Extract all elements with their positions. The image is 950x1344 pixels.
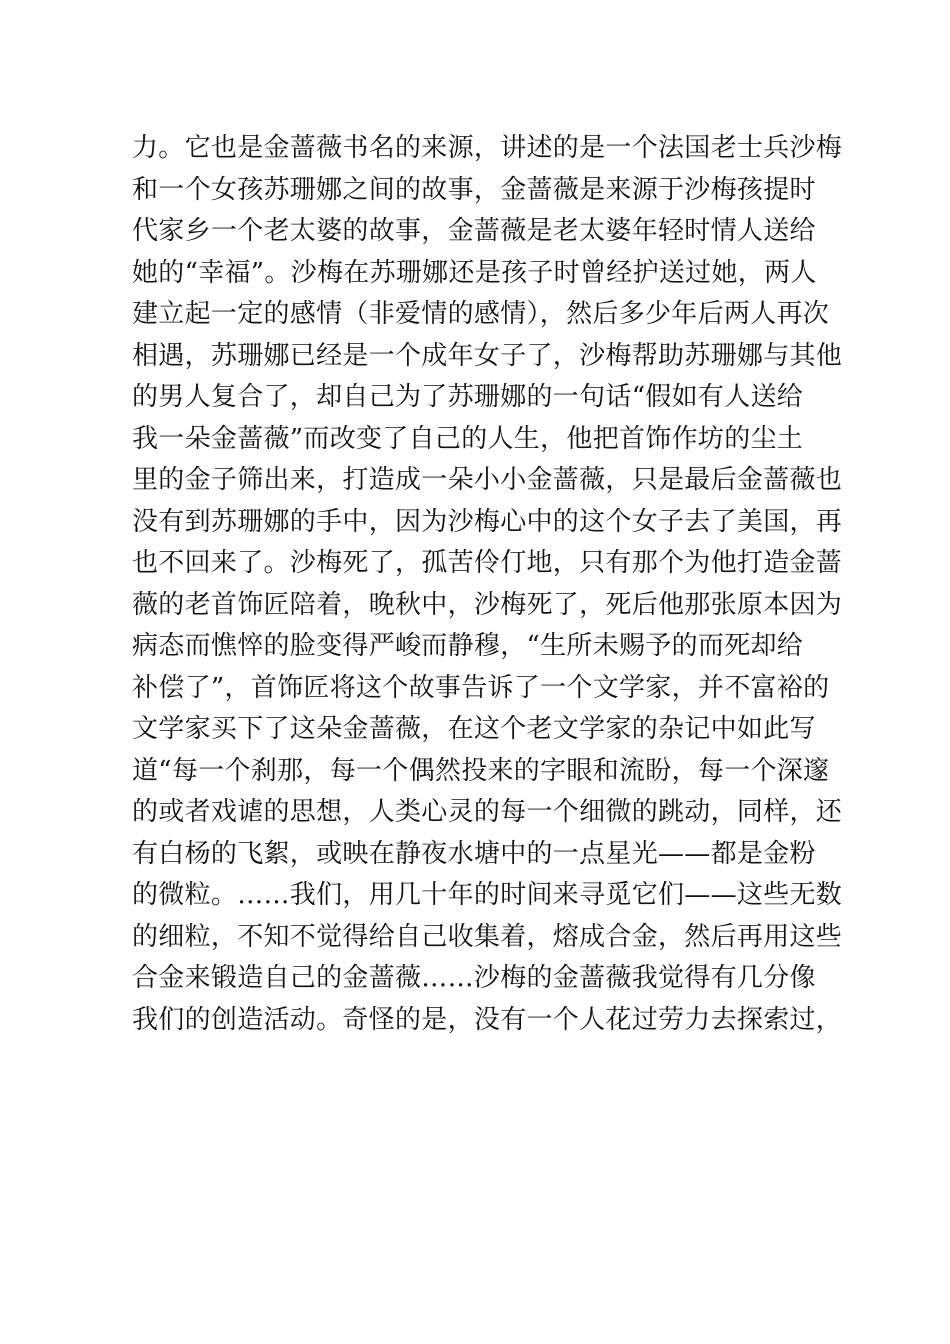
text-line: 力。它也是金蔷薇书名的来源，讲述的是一个法国老士兵沙梅 xyxy=(132,133,843,163)
text-line: 薇的老首饰匠陪着，晚秋中，沙梅死了，死后他那张原本因为 xyxy=(132,589,843,620)
text-line: 我们的创造活动。奇怪的是，没有一个人花过劳力去探索过， xyxy=(132,1004,843,1035)
text-line: 代家乡一个老太婆的故事，金蔷薇是老太婆年轻时情人送给 xyxy=(132,216,816,246)
text-line: 病态而憔悴的脸变得严峻而静穆，“生所未赐予的而死却给 xyxy=(132,631,804,661)
text-line: 相遇，苏珊娜已经是一个成年女子了，沙梅帮助苏珊娜与其他 xyxy=(132,340,843,371)
text-line: 和一个女孩苏珊娜之间的故事，金蔷薇是来源于沙梅孩提时 xyxy=(132,174,816,205)
text-line: 补偿了”，首饰匠将这个故事告诉了一个文学家，并不富裕的 xyxy=(132,672,830,703)
text-line: 的细粒，不知不觉得给自己收集着，熔成合金，然后再用这些 xyxy=(132,921,843,952)
text-line: 里的金子筛出来，打造成一朵小小金蔷薇，只是最后金蔷薇也 xyxy=(132,465,843,495)
text-line: 的或者戏谑的思想，人类心灵的每一个细微的跳动，同样，还 xyxy=(132,797,843,827)
body-text xyxy=(132,128,843,1041)
text-line: 建立起一定的感情（非爱情的感情），然后多少年后两人再次 xyxy=(132,299,830,329)
text-line: 的微粒。……我们，用几十年的时间来寻觅它们——这些无数 xyxy=(132,880,843,910)
text-line: 也不回来了。沙梅死了，孤苦伶仃地，只有那个为他打造金蔷 xyxy=(132,548,843,578)
text-line: 道“每一个刹那，每一个偶然投来的字眼和流盼，每一个深邃 xyxy=(132,755,830,786)
text-line: 的男人复合了，却自己为了苏珊娜的一句话“假如有人送给 xyxy=(132,382,804,412)
text-line: 我一朵金蔷薇”而改变了自己的人生，他把首饰作坊的尘土 xyxy=(132,423,804,454)
text-line: 没有到苏珊娜的手中，因为沙梅心中的这个女子去了美国，再 xyxy=(132,506,843,537)
text-line: 合金来锻造自己的金蔷薇……沙梅的金蔷薇我觉得有几分像 xyxy=(132,963,816,993)
text-line: 她的“幸福”。沙梅在苏珊娜还是孩子时曾经护送过她，两人 xyxy=(132,257,817,288)
text-line: 文学家买下了这朵金蔷薇，在这个老文学家的杂记中如此写 xyxy=(132,714,816,744)
text-line: 有白杨的飞絮，或映在静夜水塘中的一点星光——都是金粉 xyxy=(132,838,816,869)
